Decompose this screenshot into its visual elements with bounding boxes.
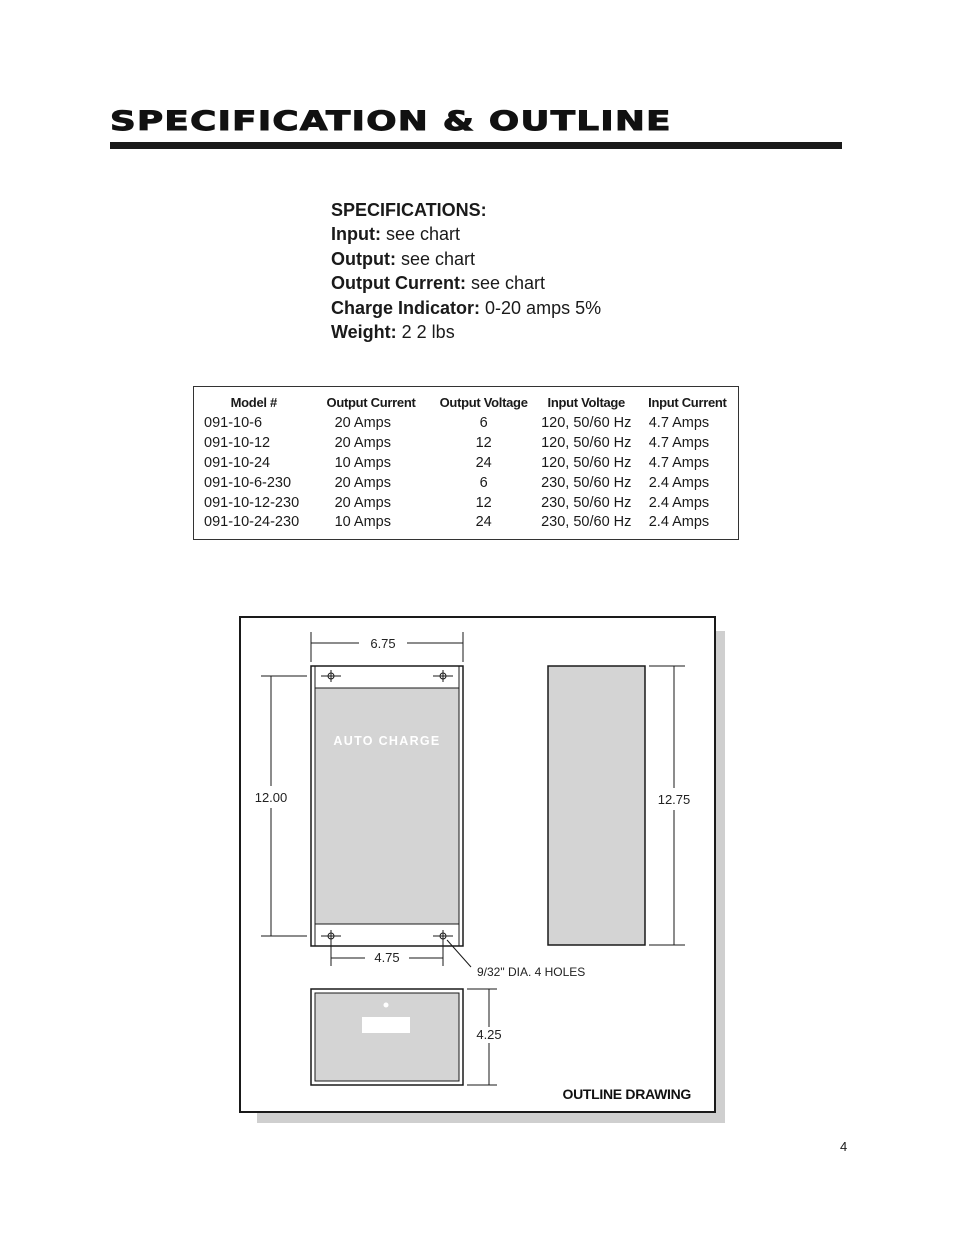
column-header: Model # (230, 395, 277, 410)
specifications-heading: SPECIFICATIONS: (331, 200, 487, 220)
table-cell: 20 Amps (334, 434, 391, 451)
table-row (197, 413, 738, 433)
spec-label: Input: (331, 224, 381, 245)
spec-value: 2 2 lbs (396, 322, 455, 343)
model-table (197, 394, 738, 532)
front-view-panel (315, 688, 459, 924)
table-cell: 12 (475, 494, 492, 511)
dimension-front-height (261, 676, 307, 936)
specifications-block (331, 198, 601, 344)
table-row (197, 433, 738, 453)
table-cell: 2.4 Amps (648, 474, 710, 491)
table-cell: 4.7 Amps (648, 414, 710, 431)
dimension-width-label: 6.75 (370, 636, 396, 651)
spec-label: Output: (331, 248, 396, 269)
outline-drawing (241, 618, 714, 1111)
column-header: Input Current (648, 395, 727, 410)
bottom-view-indicator-dot (384, 1003, 389, 1008)
spec-output (331, 247, 601, 271)
spec-value: see chart (465, 273, 546, 294)
spec-label: Charge Indicator: (331, 297, 481, 318)
table-cell: 120, 50/60 Hz (541, 434, 632, 451)
panel-label: AUTO CHARGE (333, 734, 441, 748)
table-cell: 091-10-24 (204, 454, 271, 471)
table-cell: 091-10-24-230 (204, 514, 300, 531)
table-cell: 6 (479, 474, 488, 491)
spec-output-current (331, 271, 601, 295)
spec-label: Output Current: (331, 273, 466, 294)
table-cell: 24 (475, 454, 492, 471)
bottom-view-label-plate (362, 1017, 410, 1033)
column-header: Output Current (326, 395, 416, 410)
spec-charge-indicator (331, 296, 601, 320)
table-cell: 230, 50/60 Hz (541, 494, 632, 511)
spec-weight (331, 320, 601, 344)
table-cell: 10 Amps (334, 454, 391, 471)
table-row (197, 453, 738, 473)
table-cell: 120, 50/60 Hz (541, 414, 632, 431)
drawing-caption: OUTLINE DRAWING (562, 1086, 691, 1102)
dimension-front-height-label: 12.00 (254, 790, 288, 805)
table-row (197, 512, 738, 532)
dimension-bottom-height-label: 4.25 (476, 1027, 502, 1042)
spec-value: 0-20 amps 5% (480, 297, 602, 318)
table-cell: 2.4 Amps (648, 514, 710, 531)
table-cell: 091-10-12-230 (204, 494, 300, 511)
table-cell: 091-10-12 (204, 434, 271, 451)
page-title: SPECIFICATION & OUTLINE (110, 106, 672, 137)
side-view (548, 666, 645, 945)
table-header-row (197, 394, 738, 413)
table-cell: 6 (479, 414, 488, 431)
dimension-side-height-label: 12.75 (657, 792, 691, 807)
table-cell: 120, 50/60 Hz (541, 454, 632, 471)
outline-drawing-frame (239, 616, 716, 1113)
column-header: Output Voltage (439, 395, 528, 410)
table-cell: 091-10-6-230 (204, 474, 292, 491)
table-cell: 10 Amps (334, 514, 391, 531)
table-cell: 12 (475, 434, 492, 451)
table-cell: 20 Amps (334, 414, 391, 431)
spec-label: Weight: (331, 322, 397, 343)
column-header: Input Voltage (547, 395, 625, 410)
table-row (197, 473, 738, 493)
table-cell: 091-10-6 (204, 414, 263, 431)
holes-note: 9/32" DIA. 4 HOLES (477, 965, 586, 979)
title-rule (110, 142, 842, 149)
table-cell: 230, 50/60 Hz (541, 514, 632, 531)
table-cell: 230, 50/60 Hz (541, 474, 632, 491)
page-number: 4 (840, 1139, 848, 1154)
spec-input (331, 222, 601, 246)
table-cell: 20 Amps (334, 474, 391, 491)
table-cell: 4.7 Amps (648, 454, 710, 471)
table-cell: 2.4 Amps (648, 494, 710, 511)
table-cell: 20 Amps (334, 494, 391, 511)
spec-value: see chart (395, 248, 476, 269)
spec-value: see chart (380, 224, 461, 245)
dimension-hole-spacing-label: 4.75 (374, 950, 400, 965)
table-cell: 4.7 Amps (648, 434, 710, 451)
table-row (197, 493, 738, 513)
table-cell: 24 (475, 514, 492, 531)
model-table-box (193, 386, 739, 540)
